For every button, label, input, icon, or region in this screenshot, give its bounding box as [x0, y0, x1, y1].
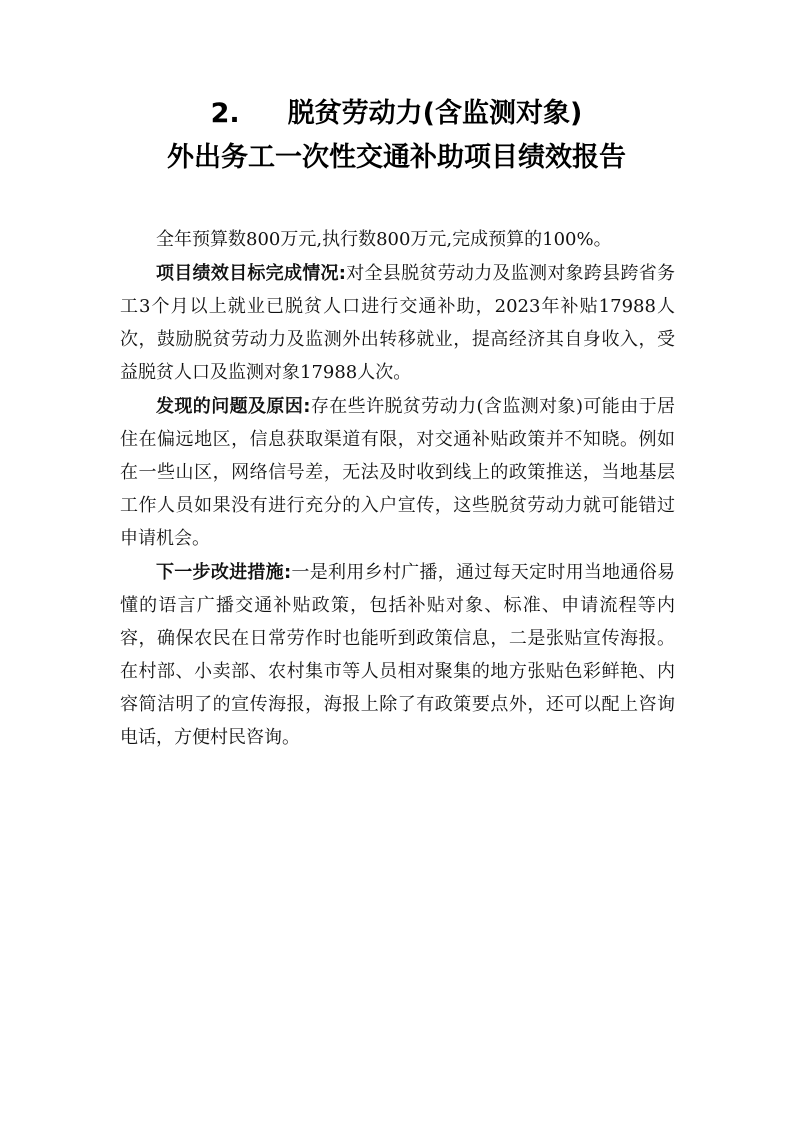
- improvements-paragraph: [120, 556, 675, 754]
- performance-text: 对全县脱贫劳动力及监测对象跨县跨省务工3个月以上就业已脱贫人口进行交通补助，2023年补贴17988人次，鼓励脱贫劳动力及监测外出转移就业，提高经济其自身收入，受益脱贫人口及监测对象17988人次。: [120, 263, 675, 383]
- title-line-2: 外出务工一次性交通补助项目绩效报告: [167, 142, 626, 173]
- title-line-1: [90, 92, 703, 136]
- report-title: [90, 92, 703, 180]
- performance-paragraph: [120, 257, 675, 389]
- report-body: [120, 223, 675, 755]
- problems-paragraph: [120, 390, 675, 555]
- problems-text: 存在些许脱贫劳动力(含监测对象)可能由于居住在偏远地区，信息获取渠道有限，对交通补贴政策并不知晓。例如在一些山区，网络信号差，无法及时收到线上的政策推送，当地基层工作人员如果没有进行充分的入户宣传，这些脱贫劳动力就可能错过申请机会。: [120, 396, 676, 549]
- budget-paragraph: [120, 223, 675, 256]
- section-number: 2.: [210, 98, 240, 129]
- improvements-text: 一是利用乡村广播，通过每天定时用当地通俗易懂的语言广播交通补贴政策，包括补贴对象、标准、申请流程等内容，确保农民在日常劳作时也能听到政策信息，二是张贴宣传海报。在村部、小卖部、农村集市等人员相对聚集的地方张贴色彩鲜艳、内容简洁明了的宣传海报，海报上除了有政策要点外，还可以配上咨询电话，方便村民咨询。: [120, 562, 676, 748]
- performance-heading: 项目绩效目标完成情况:: [156, 263, 346, 284]
- problems-heading: 发现的问题及原因:: [156, 396, 311, 417]
- title-line-1-text: 脱贫劳动力(含监测对象): [287, 98, 583, 129]
- improvements-heading: 下一步改进措施:: [156, 562, 292, 583]
- budget-text: 全年预算数800万元,执行数800万元,完成预算的100%。: [156, 229, 612, 250]
